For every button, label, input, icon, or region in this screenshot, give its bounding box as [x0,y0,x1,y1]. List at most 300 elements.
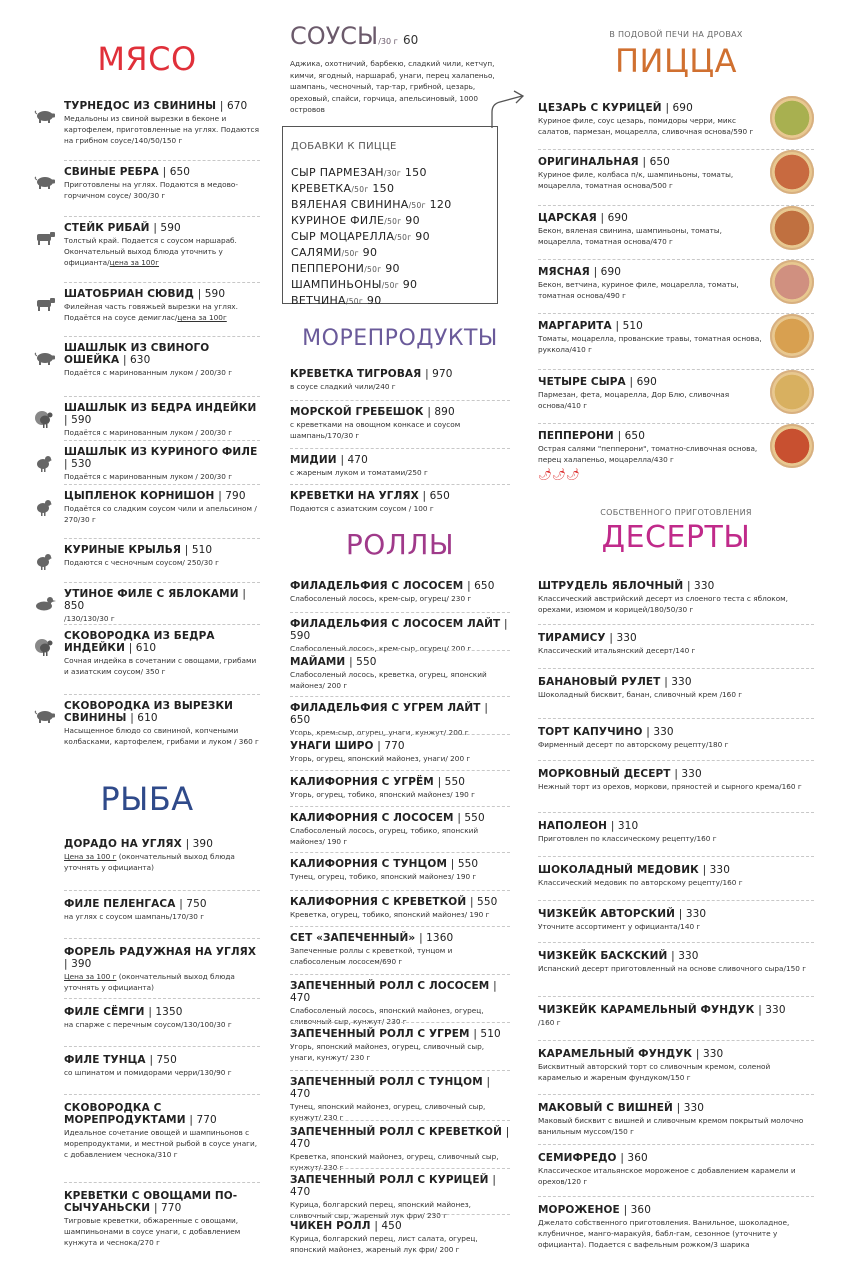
item-name: ШАШЛЫК ИЗ БЕДРА ИНДЕЙКИ | 590 [64,402,257,426]
item-price: | 330 [695,1048,724,1060]
item-price: | 630 [122,354,151,366]
item-description: Томаты, моцарелла, прованские травы, томатная основа, руккола/410 г [538,334,762,354]
item-price: | 690 [600,212,628,224]
item-name: СЕМИФРЕДО | 360 [538,1152,648,1164]
item-price: | 590 [153,222,181,234]
divider [290,612,510,613]
pizza-photo [770,96,814,140]
divider [64,694,260,695]
item-description: Слабосоленый лосось, огурец, тобико, японский майонез/ 190 г [290,826,479,846]
item-name: ШАШЛЫК ИЗ СВИНОГО ОШЕЙКА | 630 [64,342,210,366]
divider [290,734,510,735]
menu-item [538,950,814,974]
duck-icon [34,596,56,612]
item-name: ЧЕТЫРЕ СЫРА | 690 [538,376,657,388]
pig-icon [34,708,56,724]
item-name: МОРОЖЕНОЕ | 360 [538,1204,651,1216]
turkey-icon [34,638,56,654]
menu-item [34,222,260,268]
item-description: Уточните ассортимент у официанта/140 г [538,922,701,931]
item-description: Испанский десерт приготовленный на основе сливочного сыра/150 г [538,964,807,973]
item-name: ПЕППЕРОНИ | 650 [538,430,645,442]
item-name: СВИНЫЕ РЕБРА | 650 [64,166,191,178]
divider [64,336,260,337]
topping-price: 90 [402,278,418,291]
item-name: ЗАПЕЧЕННЫЙ РОЛЛ С КУРИЦЕЙ | 470 [290,1174,496,1198]
menu-item [34,544,260,568]
menu-item [34,1102,260,1160]
item-name: ЗАПЕЧЕННЫЙ РОЛЛ С ЛОСОСЕМ | 470 [290,980,497,1004]
item-name: НАПОЛЕОН | 310 [538,820,639,832]
item-price: | 670 [219,100,248,112]
item-name: ФИЛАДЕЛЬФИЯ С УГРЕМ ЛАЙТ | 650 [290,702,488,726]
divider [64,1182,260,1183]
topping-item [291,261,452,277]
rolls-section-title: РОЛЛЫ [345,528,455,561]
topping-weight: /50г [341,249,359,258]
divider [290,1168,510,1169]
menu-item [34,588,260,624]
item-name: ТОРТ КАПУЧИНО | 330 [538,726,674,738]
item-description: со шпинатом и помидорами черри/130/90 г [64,1068,232,1077]
topping-weight: /50г [381,281,399,290]
divider [64,216,260,217]
divider [538,900,814,901]
arrow-icon [488,88,530,132]
divider [64,938,260,939]
item-description: на спарже с перечным соусом/130/100/30 г [64,1020,232,1029]
topping-name: КРЕВЕТКА [291,182,352,195]
item-description: Острая салями "пепперони", томатно-сливочная основа, перец халапеньо, моцарелла/430 г [538,444,758,464]
item-price: | 450 [374,1220,402,1232]
menu-item [34,100,260,146]
item-price: | 790 [218,490,246,502]
item-price: | 770 [153,1202,182,1214]
menu-item [538,1004,814,1028]
item-name: МАРГАРИТА | 510 [538,320,643,332]
item-price: | 330 [646,726,674,738]
toppings-title: ДОБАВКИ К ПИЦЦЕ [291,141,397,152]
divider [64,1094,260,1095]
item-price: | 470 [290,1174,496,1198]
item-name: ЗАПЕЧЕННЫЙ РОЛЛ С ТУНЦОМ | 470 [290,1076,491,1100]
menu-item [538,212,814,247]
item-price: | 590 [64,414,92,426]
item-name: УТИНОЕ ФИЛЕ С ЯБЛОКАМИ | 850 [64,588,246,612]
item-description: Маковый бисквит с вишней и сливочным кремом покрытый молочно ванильным муссом/150 г [538,1116,804,1136]
meat-section-title: МЯСО [97,40,197,78]
item-description: Курица, болгарский перец, лист салата, огурец, японский майонез, жареный лук фри/ 200 г [290,1234,478,1254]
item-name: ЦАРСКАЯ | 690 [538,212,628,224]
item-description: Куриное филе, колбаса п/к, шампиньоны, томаты, моцарелла, томатная основа/500 г [538,170,734,190]
item-price: | 550 [437,776,466,788]
item-price: | 510 [615,320,643,332]
divider [290,1022,510,1023]
item-name: СКОВОРОДКА ИЗ ВЫРЕЗКИ СВИНИНЫ | 610 [64,700,234,724]
menu-item [290,368,510,392]
item-description: Бекон, ветчина, куриное филе, моцарелла, томаты, томатная основа/490 г [538,280,739,300]
topping-weight: /50г [345,297,364,306]
item-description: Классический итальянский десерт/140 г [538,646,696,655]
meat-fish-column [34,0,260,1280]
item-name: ОРИГИНАЛЬНАЯ | 650 [538,156,670,168]
divider [64,1046,260,1047]
divider [538,624,814,625]
item-description: /130/130/30 г [64,614,115,623]
item-description: Пармезан, фета, моцарелла, Дор Блю, сливочная основа/410 г [538,390,730,410]
menu-item [290,932,510,967]
chicken-icon [34,454,56,470]
item-price: | 650 [642,156,670,168]
item-name: ФОРЕЛЬ РАДУЖНАЯ НА УГЛЯХ | 390 [64,946,257,970]
item-price: | 770 [377,740,405,752]
menu-item [290,580,510,604]
sauces-weight: /30 г [378,37,398,46]
item-name: ШАШЛЫК ИЗ КУРИНОГО ФИЛЕ | 530 [64,446,258,470]
item-price: | 650 [290,702,488,726]
menu-item [290,454,510,478]
menu-item [34,898,260,922]
item-description: Джелато собственного приготовления. Ванильное, шоколадное, клубничное, манго-маракуйя, бабл-гам, сезонное (уточните у официанта). Подается с вафельным рожком/3 шарика [538,1218,790,1249]
item-price: | 650 [162,166,191,178]
item-name: ШАТОБРИАН СЮВИД | 590 [64,288,226,300]
item-price: | 470 [290,1126,510,1150]
item-name: ФИЛЕ СЁМГИ | 1350 [64,1006,183,1018]
item-description: Подаётся со сладким соусом чили и апельсином / 270/30 г [64,504,257,524]
divider [64,890,260,891]
topping-name: ШАМПИНЬОНЫ [291,278,382,291]
menu-item [290,812,510,847]
menu-item [34,946,260,993]
item-name: ЦЕЗАРЬ С КУРИЦЕЙ | 690 [538,102,693,114]
item-price: | 330 [674,768,702,780]
divider [538,313,814,314]
item-name: ШТРУДЕЛЬ ЯБЛОЧНЫЙ | 330 [538,580,715,592]
item-price: | 330 [609,632,637,644]
item-description: Тунец, японский майонез, огурец, сливочный сыр, кунжут/ 230 г [290,1102,486,1122]
menu-item [290,1126,510,1173]
menu-item [538,320,814,355]
item-price: | 690 [665,102,693,114]
item-description: Шоколадный бисквит, банан, сливочный крем /160 г [538,690,743,699]
menu-item [290,980,510,1027]
menu-item [34,288,260,323]
divider [64,160,260,161]
menu-item [538,632,814,656]
toppings-list [291,165,452,309]
topping-name: КУРИНОЕ ФИЛЕ [291,214,385,227]
topping-item [291,213,452,229]
desserts-subtitle: СОБСТВЕННОГО ПРИГОТОВЛЕНИЯ [600,508,752,517]
topping-item [291,229,452,245]
item-price: | 550 [457,812,485,824]
item-description: Филейная часть говяжьей вырезки на углях. Подаётся на соусе демиглас/цена за 100г [64,302,238,322]
divider [538,668,814,669]
item-name: ЧИЗКЕЙК КАРАМЕЛЬНЫЙ ФУНДУК | 330 [538,1004,786,1016]
menu-item [34,402,260,438]
item-description: Бисквитный авторский торт со сливочным кремом, соленой карамелью и жареным фундуком/150 г [538,1062,771,1082]
item-name: СКОВОРОДКА ИЗ БЕДРА ИНДЕЙКИ | 610 [64,630,215,654]
divider [538,856,814,857]
item-description: Подаётся с маринованным луком / 200/30 г [64,428,233,437]
topping-weight: /50г [351,185,369,194]
pig-icon [34,108,56,124]
sauces-desc: Аджика, охотничий, барбекю, сладкий чили, кетчуп, кимчи, ягодный, наршараб, унаги, перец халапеньо, шампань, чесночный, тар-тар, грибной, цезарь, ореховый, спайси, горчица, апельсиновый, 1000 островов [290,59,495,114]
item-name: КРЕВЕТКИ НА УГЛЯХ | 650 [290,490,450,502]
topping-name: САЛЯМИ [291,246,342,259]
item-price: | 550 [349,656,377,668]
topping-price: 120 [429,198,452,211]
topping-name: СЫР МОЦАРЕЛЛА [291,230,395,243]
topping-price: 150 [372,182,395,195]
divider [538,1196,814,1197]
item-price: | 390 [64,958,92,970]
divider [290,1070,510,1071]
pizza-subtitle: В ПОДОВОЙ ПЕЧИ НА ДРОВАХ [609,30,743,39]
menu-item [538,266,814,301]
menu-item [290,1220,510,1255]
divider [290,852,510,853]
sauces-price: 60 [402,33,419,47]
item-description: Тигровые креветки, обжаренные с овощами, шампиньонами в соусе унаги, с добавлением кунжута и чеснока/270 г [64,1216,241,1247]
item-price: | 330 [686,580,715,592]
item-price: | 1360 [419,932,454,944]
pizza-photo [770,206,814,250]
topping-price: 150 [404,166,427,179]
divider [290,696,510,697]
item-description: Угорь, крем-сыр, огурец, унаги, кунжут/ 200 г [290,728,469,737]
item-description: Креветка, огурец, тобико, японский майонез/ 190 г [290,910,490,919]
menu-item [34,630,260,677]
item-description: Приготовлен по классическому рецепту/160 г [538,834,717,843]
item-description: Слабосоленый лосось, крем-сыр, огурец/ 200 г [290,644,472,653]
menu-item [538,1102,814,1137]
topping-price: 90 [405,214,420,227]
item-name: БАНАНОВЫЙ РУЛЕТ | 330 [538,676,692,688]
item-description: /160 г [538,1018,561,1027]
menu-item [538,726,814,750]
turkey-icon [34,410,56,426]
item-name: КАРАМЕЛЬНЫЙ ФУНДУК | 330 [538,1048,724,1060]
item-description: Курица, болгарский перец, японский майонез, сливочный сыр, жареный лук фри/ 230 г [290,1200,471,1220]
topping-weight: /30г [383,169,402,178]
divider [538,812,814,813]
item-price: | 330 [702,864,730,876]
item-description: Медальоны из свиной вырезки в беконе и картофелем, приготовленные на углях. Подаются на грибном соусе/140/50/150 г [64,114,259,145]
item-name: ЧИЗКЕЙК БАСКСКИЙ | 330 [538,950,699,962]
menu-item [34,1054,260,1078]
item-description: Насыщенное блюдо со свининой, копчеными колбасками, картофелем, грибами и луком / 360 г [64,726,259,746]
item-name: СЕТ «ЗАПЕЧЕННЫЙ» | 1360 [290,932,454,944]
desserts-section-title: ДЕСЕРТЫ [601,520,751,555]
item-price: | 330 [758,1004,786,1016]
topping-weight: /50г [384,217,402,226]
divider [290,974,510,975]
item-price: | 550 [469,896,498,908]
item-description: Фирменный десерт по авторскому рецепту/180 г [538,740,729,749]
divider [538,996,814,997]
divider [290,1214,510,1215]
item-description: Куриное филе, соус цезарь, помидоры черри, микс салатов, пармезан, моцарелла, сливочная основа/590 г [538,116,754,136]
middle-column [290,0,510,1280]
menu-item [538,820,814,844]
menu-item [290,656,510,691]
topping-name: ВЯЛЕНАЯ СВИНИНА [291,198,409,211]
item-description: Сочная индейка в сочетании с овощами, грибами и азиатским соусом/ 350 г [64,656,257,676]
pizza-photo [770,424,814,468]
topping-name: ВЕТЧИНА [291,294,346,307]
divider [290,650,510,651]
item-name: ЧИЗКЕЙК АВТОРСКИЙ | 330 [538,908,707,920]
item-price: | 1350 [148,1006,183,1018]
menu-item [34,1006,260,1030]
pizza-photo [770,314,814,358]
item-price: | 330 [676,1102,705,1114]
item-price: | 330 [664,676,692,688]
sauces-header [290,22,418,50]
menu-item [538,580,814,615]
topping-price: 90 [366,294,382,307]
menu-item [290,858,510,882]
item-description: Идеальное сочетание овощей и шампиньонов с морепродуктами, и местной рыбой в соусе унаги, с добавлением чеснока/310 г [64,1128,258,1159]
item-name: СТЕЙК РИБАЙ | 590 [64,222,181,234]
item-description: Классический медовик по авторскому рецепту/160 г [538,878,743,887]
item-name: ТУРНЕДОС ИЗ СВИНИНЫ | 670 [64,100,248,112]
item-name: КУРИНЫЕ КРЫЛЬЯ | 510 [64,544,213,556]
item-name: КРЕВЕТКА ТИГРОВАЯ | 970 [290,368,453,380]
divider [538,369,814,370]
item-price: | 470 [290,980,497,1004]
item-description: Тунец, огурец, тобико, японский майонез/ 190 г [290,872,477,881]
item-name: МАКОВЫЙ С ВИШНЕЙ | 330 [538,1102,705,1114]
divider [64,282,260,283]
topping-item [291,245,452,261]
item-description: Слабосоленый лосось, японский майонез, огурец, сливочный сыр, кунжут/ 230 г [290,1006,484,1026]
sauces-title: СОУСЫ [290,22,379,50]
pizza-section-title: ПИЦЦА [614,42,738,80]
divider [290,484,510,485]
item-name: ЗАПЕЧЕННЫЙ РОЛЛ С УГРЕМ | 510 [290,1028,501,1040]
item-price: | 770 [189,1114,217,1126]
divider [538,718,814,719]
topping-price: 90 [362,246,378,259]
divider [538,1040,814,1041]
menu-item [538,1152,814,1187]
item-description: с креветками на овощном конкасе и соусом шампань/170/30 г [290,420,461,440]
item-description: Подаются с чесночным соусом/ 250/30 г [64,558,220,567]
item-description: Приготовлены на углях. Подаются в медово-горчичном соусе/ 300/30 г [64,180,239,200]
pizza-dessert-column [538,0,814,1280]
item-price: | 970 [425,368,453,380]
fish-section-title: РЫБА [100,780,194,818]
item-price: | 330 [678,908,707,920]
pizza-photo [770,260,814,304]
divider [64,484,260,485]
item-name: ФИЛЕ ТУНЦА | 750 [64,1054,177,1066]
divider [538,259,814,260]
item-name: КРЕВЕТКИ С ОВОЩАМИ ПО-СЫЧУАНЬСКИ | 770 [64,1190,238,1214]
item-description: Бекон, вяленая свинина, шампиньоны, томаты, моцарелла, томатная основа/470 г [538,226,722,246]
topping-weight: /50г [364,265,382,274]
item-name: МИДИИ | 470 [290,454,368,466]
menu-item [34,342,260,378]
menu-item [290,618,510,654]
item-name: ЦЫПЛЕНОК КОРНИШОН | 790 [64,490,246,502]
pig-icon [34,350,56,366]
chili-pepper-icon: 🌶🌶🌶 [538,468,580,481]
seafood-section-title: МОРЕПРОДУКТЫ [302,326,498,351]
item-name: ТИРАМИСУ | 330 [538,632,637,644]
topping-price: 90 [415,230,430,243]
divider [64,396,260,397]
topping-item [291,181,452,197]
item-price: | 510 [473,1028,501,1040]
divider [538,423,814,424]
divider [538,1144,814,1145]
divider [538,205,814,206]
item-price: | 470 [340,454,368,466]
chicken-icon [34,498,56,514]
menu-item [290,490,510,514]
menu-item [538,1048,814,1083]
item-price: | 890 [427,406,455,418]
divider [538,1094,814,1095]
topping-name: ПЕППЕРОНИ [291,262,365,275]
item-name: ФИЛАДЕЛЬФИЯ С ЛОСОСЕМ ЛАЙТ | 590 [290,618,508,642]
item-price: | 360 [623,1204,651,1216]
divider [290,1120,510,1121]
item-price: | 610 [130,712,158,724]
item-price: | 650 [467,580,495,592]
item-description: на углях с соусом шампань/170/30 г [64,912,205,921]
item-price: | 470 [290,1076,491,1100]
item-description: Классическое итальянское мороженое с добавлением карамели и орехов/120 г [538,1166,796,1186]
divider [64,998,260,999]
toppings-box [282,126,498,307]
item-price: | 850 [64,588,246,612]
menu-item [290,896,510,920]
divider [290,926,510,927]
item-price: | 510 [184,544,213,556]
item-description: Слабосоленый лосось, креветка, огурец, японский майонез/ 200 г [290,670,487,690]
divider [290,890,510,891]
divider [64,624,260,625]
item-description: Подаётся с маринованным луком / 200/30 г [64,472,233,481]
chicken-icon [34,552,56,568]
divider [290,806,510,807]
item-name: ЗАПЕЧЕННЫЙ РОЛЛ С КРЕВЕТКОЙ | 470 [290,1126,510,1150]
menu-item [538,430,814,465]
item-price: | 360 [620,1152,648,1164]
topping-item [291,165,452,181]
item-name: МОРКОВНЫЙ ДЕСЕРТ | 330 [538,768,702,780]
item-price: | 530 [64,458,92,470]
item-description: Угорь, огурец, японский майонез, унаги/ 200 г [290,754,471,763]
menu-item [538,676,814,700]
topping-item [291,293,452,309]
menu-item [538,768,814,792]
menu-item [538,376,814,411]
item-price: | 650 [422,490,450,502]
divider [64,582,260,583]
item-name: ЧИКЕН РОЛЛ | 450 [290,1220,402,1232]
menu-item [34,490,260,525]
cow-icon [34,230,56,246]
item-description: Запеченные роллы с креветкой, тунцом и слабосоленым лососем/690 г [290,946,453,966]
menu-item [290,702,510,738]
topping-price: 90 [385,262,400,275]
item-name: КАЛИФОРНИЯ С ЛОСОСЕМ | 550 [290,812,485,824]
